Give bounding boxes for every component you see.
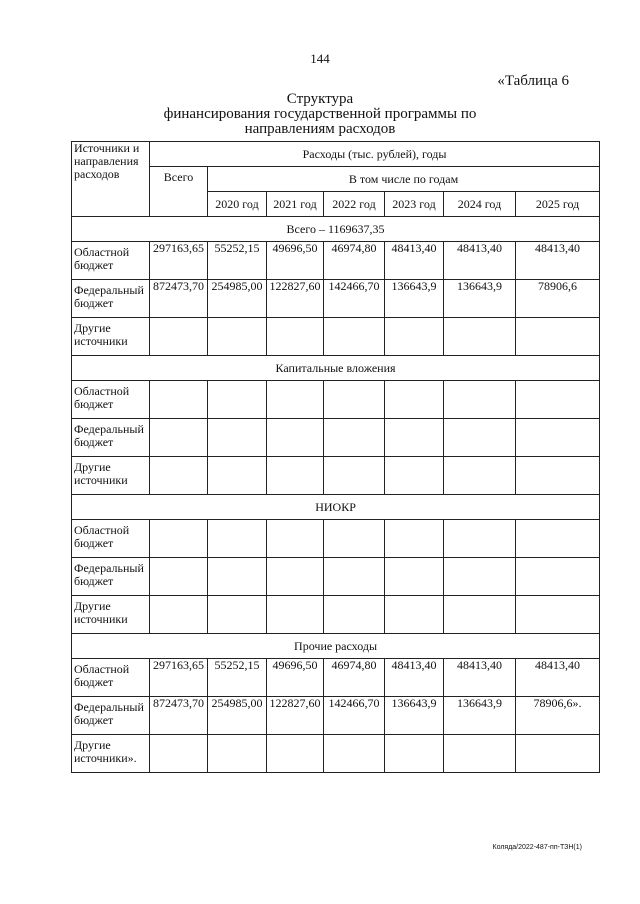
table-row	[72, 419, 600, 457]
financing-table	[71, 141, 600, 773]
cell-year-value	[324, 520, 385, 558]
table-row	[72, 697, 600, 735]
cell-year-value	[324, 596, 385, 634]
cell-year-value: 48413,40	[444, 659, 516, 697]
header-including: В том числе по годам	[208, 167, 600, 192]
cell-total: 297163,65	[150, 659, 208, 697]
cell-year-value: 136643,9	[385, 697, 444, 735]
cell-year-value: 136643,9	[444, 697, 516, 735]
table-row	[72, 457, 600, 495]
cell-year-value	[324, 735, 385, 773]
row-label: Областной бюджет	[72, 242, 150, 280]
cell-total	[150, 457, 208, 495]
cell-year-value	[324, 558, 385, 596]
document-title	[0, 92, 640, 137]
table-row	[72, 596, 600, 634]
section-title: НИОКР	[72, 495, 600, 520]
cell-year-value	[444, 419, 516, 457]
cell-year-value	[516, 520, 600, 558]
cell-year-value	[444, 596, 516, 634]
cell-year-value: 48413,40	[385, 242, 444, 280]
cell-year-value: 136643,9	[444, 280, 516, 318]
cell-year-value	[516, 381, 600, 419]
cell-year-value	[267, 558, 324, 596]
row-label: Федеральный бюджет	[72, 280, 150, 318]
cell-total	[150, 381, 208, 419]
section-title: Всего – 1169637,35	[72, 217, 600, 242]
cell-total: 872473,70	[150, 697, 208, 735]
cell-year-value: 142466,70	[324, 697, 385, 735]
cell-year-value	[208, 558, 267, 596]
row-label: Областной бюджет	[72, 381, 150, 419]
section-header-row	[72, 217, 600, 242]
cell-year-value	[267, 381, 324, 419]
cell-year-value	[208, 381, 267, 419]
cell-year-value: 136643,9	[385, 280, 444, 318]
cell-year-value: 49696,50	[267, 242, 324, 280]
header-year: 2022 год	[324, 192, 385, 217]
cell-year-value	[516, 735, 600, 773]
table-row	[72, 558, 600, 596]
cell-year-value	[324, 318, 385, 356]
cell-total	[150, 596, 208, 634]
cell-year-value	[385, 596, 444, 634]
cell-year-value	[444, 735, 516, 773]
cell-year-value: 48413,40	[516, 242, 600, 280]
section-title: Прочие расходы	[72, 634, 600, 659]
cell-year-value	[516, 558, 600, 596]
table-row	[72, 381, 600, 419]
row-label: Областной бюджет	[72, 659, 150, 697]
header-year: 2023 год	[385, 192, 444, 217]
cell-year-value: 122827,60	[267, 697, 324, 735]
cell-year-value: 254985,00	[208, 280, 267, 318]
cell-year-value: 55252,15	[208, 659, 267, 697]
table-row	[72, 659, 600, 697]
section-header-row	[72, 356, 600, 381]
section-title: Капитальные вложения	[72, 356, 600, 381]
row-label: Федеральный бюджет	[72, 419, 150, 457]
cell-year-value: 55252,15	[208, 242, 267, 280]
row-label: Федеральный бюджет	[72, 697, 150, 735]
cell-year-value	[516, 596, 600, 634]
header-expenses: Расходы (тыс. рублей), годы	[150, 142, 600, 167]
cell-year-value	[385, 735, 444, 773]
cell-year-value	[516, 318, 600, 356]
row-label: Другие источники».	[72, 735, 150, 773]
title-line-1: Структура	[286, 91, 354, 107]
cell-year-value	[208, 735, 267, 773]
cell-year-value: 78906,6».	[516, 697, 600, 735]
page-number: 144	[310, 51, 330, 66]
cell-total	[150, 520, 208, 558]
cell-year-value	[324, 457, 385, 495]
cell-year-value	[444, 558, 516, 596]
row-label: Областной бюджет	[72, 520, 150, 558]
cell-total: 297163,65	[150, 242, 208, 280]
row-label: Федеральный бюджет	[72, 558, 150, 596]
table-row	[72, 735, 600, 773]
cell-year-value	[208, 596, 267, 634]
table-reference: «Таблица 6	[497, 73, 569, 89]
cell-year-value	[385, 457, 444, 495]
cell-year-value	[324, 381, 385, 419]
title-line-3: направлениям расходов	[244, 121, 396, 137]
header-sources: Источники и направления расходов	[72, 142, 150, 217]
cell-year-value	[444, 457, 516, 495]
cell-year-value: 122827,60	[267, 280, 324, 318]
header-year: 2024 год	[444, 192, 516, 217]
cell-year-value: 48413,40	[385, 659, 444, 697]
cell-year-value	[385, 381, 444, 419]
cell-year-value	[267, 735, 324, 773]
cell-year-value	[208, 457, 267, 495]
table-row	[72, 520, 600, 558]
cell-year-value	[444, 381, 516, 419]
cell-year-value	[385, 558, 444, 596]
cell-year-value	[324, 419, 385, 457]
table-row	[72, 280, 600, 318]
row-label: Другие источники	[72, 596, 150, 634]
cell-year-value: 48413,40	[444, 242, 516, 280]
cell-year-value: 142466,70	[324, 280, 385, 318]
cell-year-value	[208, 520, 267, 558]
cell-year-value	[444, 520, 516, 558]
section-header-row	[72, 495, 600, 520]
cell-total	[150, 419, 208, 457]
section-header-row	[72, 634, 600, 659]
header-total: Всего	[150, 167, 208, 217]
header-year: 2025 год	[516, 192, 600, 217]
cell-year-value: 46974,80	[324, 242, 385, 280]
cell-total	[150, 558, 208, 596]
cell-year-value	[267, 419, 324, 457]
cell-total: 872473,70	[150, 280, 208, 318]
cell-year-value	[516, 457, 600, 495]
header-year: 2021 год	[267, 192, 324, 217]
cell-year-value	[208, 419, 267, 457]
cell-year-value: 49696,50	[267, 659, 324, 697]
cell-year-value: 78906,6	[516, 280, 600, 318]
table-row	[72, 242, 600, 280]
cell-year-value	[444, 318, 516, 356]
table-row	[72, 318, 600, 356]
title-line-2: финансирования государственной программы по	[163, 106, 477, 122]
cell-year-value	[267, 520, 324, 558]
cell-year-value: 254985,00	[208, 697, 267, 735]
header-year: 2020 год	[208, 192, 267, 217]
row-label: Другие источники	[72, 318, 150, 356]
cell-year-value: 46974,80	[324, 659, 385, 697]
cell-year-value	[267, 318, 324, 356]
cell-year-value: 48413,40	[516, 659, 600, 697]
cell-total	[150, 735, 208, 773]
cell-year-value	[208, 318, 267, 356]
cell-year-value	[385, 520, 444, 558]
cell-total	[150, 318, 208, 356]
document-code: Коляда/2022-487-пп-ТЗН(1)	[492, 844, 582, 851]
cell-year-value	[385, 318, 444, 356]
cell-year-value	[267, 457, 324, 495]
cell-year-value	[385, 419, 444, 457]
cell-year-value	[267, 596, 324, 634]
row-label: Другие источники	[72, 457, 150, 495]
cell-year-value	[516, 419, 600, 457]
